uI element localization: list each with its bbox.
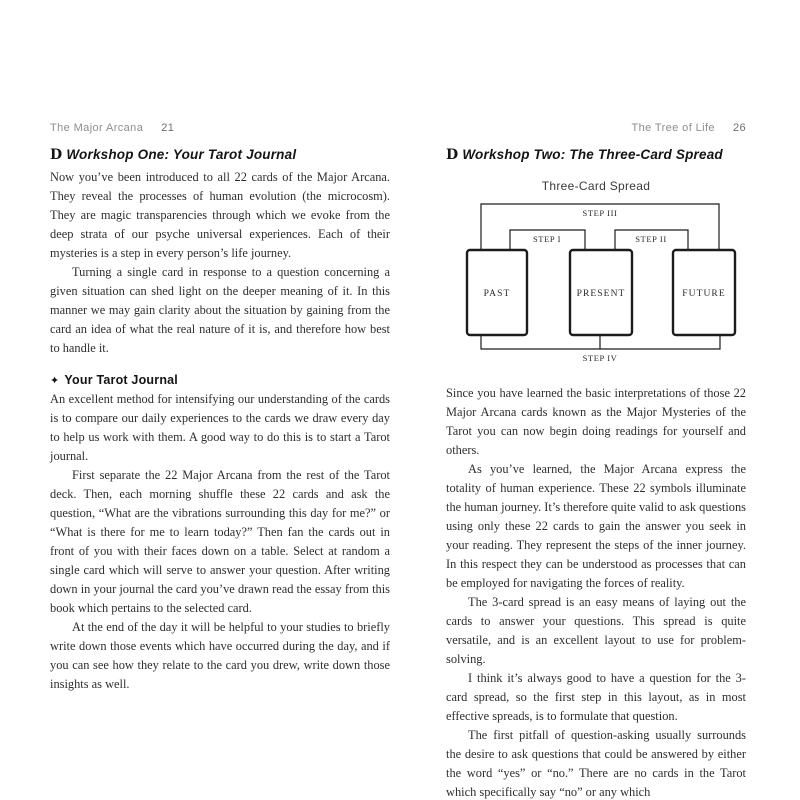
left-running-header	[50, 122, 390, 134]
star-icon: ✦	[50, 374, 60, 387]
left-header-title: The Major Arcana	[50, 122, 144, 134]
past-card-label: PAST	[483, 289, 511, 299]
right-page-number: 26	[732, 122, 746, 134]
step-one-label: STEP I	[532, 234, 562, 244]
workshop-two-heading	[446, 147, 746, 163]
right-header-title: The Tree of Life	[631, 122, 715, 134]
right-page	[446, 122, 746, 800]
step-three-label: STEP III	[582, 208, 618, 218]
paragraph: The 3-card spread is an easy means of laying out the cards to answer your questions. This spread is quite versatile, and is an excellent layout to use for problem-solving.	[446, 595, 746, 666]
paragraph: As you’ve learned, the Major Arcana express the totality of human experience. These 22 symbols illuminate the human journey. It’s therefore quite valid to ask questions using only these 22 cards to gain the answer you seek in your reading. They represent the steps of the inner journey. In this respect they can be understood as processes that can be employed for navigating the forces of reality.	[446, 462, 746, 590]
diagram-title: Three-Card Spread	[541, 179, 651, 193]
paragraph: Now you’ve been introduced to all 22 cards of the Major Arcana. They reveal the processes of human evolution (the microcosm). They are magic transparencies through which we evoke from the deep strata of our psyche universal experiences. Each of their mysteries is a step in every person’s life journey.	[50, 170, 390, 260]
paragraph: Since you have learned the basic interpretations of those 22 Major Arcana cards known as the Major Mysteries of the Tarot you can now begin doing readings for yourself and others.	[446, 386, 746, 457]
three-card-spread-diagram	[446, 199, 746, 371]
moon-glyph-icon: D	[446, 147, 459, 163]
step-two-label: STEP II	[635, 234, 667, 244]
moon-glyph-icon: D	[50, 147, 63, 163]
right-running-header	[446, 122, 746, 134]
paragraph: I think it’s always good to have a question for the 3-card spread, so the first step in this layout, as in most effective spreads, is to formulate that question.	[446, 671, 746, 723]
tarot-journal-subheading	[50, 373, 390, 387]
paragraph: First separate the 22 Major Arcana from the rest of the Tarot deck. Then, each morning shuffle these 22 cards and ask the question, “What are the vibrations surrounding this day for me?” or “What is there for me to learn today?” Then fan the cards out in front of you with their faces down on a table. Select at random a single card which will serve to answer your question. After writing down in your journal the card you’ve drawn read the essay from this book which pertains to the selected card.	[50, 468, 390, 615]
step-four-label: STEP IV	[582, 353, 618, 363]
paragraph: Turning a single card in response to a question concerning a given situation can shed light on the deeper meaning of it. In this manner we may gain clarity about the situation by gaining from the card an idea of what the real nature of it is, and therefore how best to handle it.	[50, 265, 390, 355]
workshop-two-heading-label: Workshop Two: The Three-Card Spread	[462, 147, 723, 162]
paragraph: An excellent method for intensifying our understanding of the cards is to compare our daily experiences to the cards we draw every day to help us work with them. A good way to do this is to start a Tarot journal.	[50, 392, 390, 463]
workshop-one-heading-label: Workshop One: Your Tarot Journal	[66, 147, 297, 162]
present-card-label: PRESENT	[576, 289, 626, 299]
left-page-number: 21	[161, 122, 175, 134]
spread-diagram-svg	[446, 199, 746, 371]
tarot-journal-subheading-label: Your Tarot Journal	[64, 373, 178, 387]
paragraph: At the end of the day it will be helpful to your studies to briefly write down those events which have occurred during the day, and if you can see how they relate to the card you drew, write down those insights as well.	[50, 620, 390, 691]
future-card-label: FUTURE	[682, 289, 726, 299]
paragraph: The first pitfall of question-asking usually surrounds the desire to ask questions that could be answered by either the word “yes” or “no.” There are no cards in the Tarot which specifically say “no” or any which	[446, 728, 746, 799]
workshop-one-heading	[50, 147, 390, 163]
left-page	[50, 122, 390, 694]
